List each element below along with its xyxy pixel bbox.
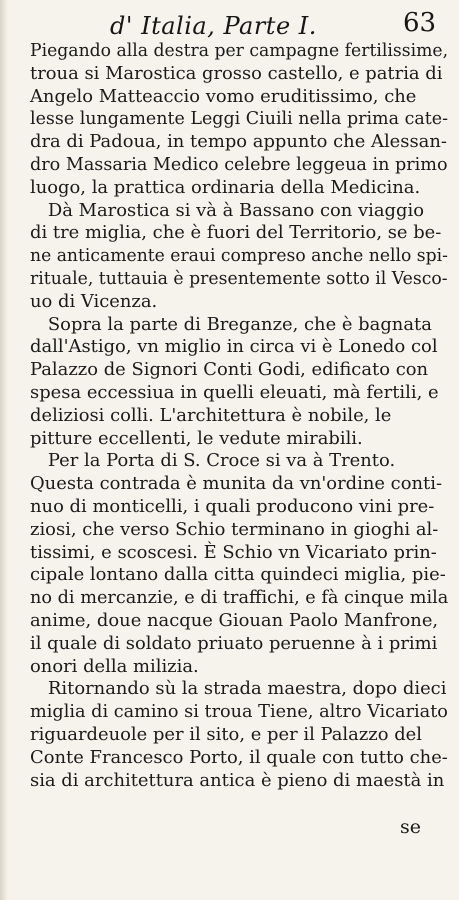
page-number: 63 (403, 8, 437, 38)
text-line: Sopra la parte di Breganze, che è bagnata (47, 313, 432, 335)
text-line: spesa eccessiua in quelli eleuati, mà fertili, e (30, 381, 439, 403)
text-line: nuo di monticelli, i quali producono vini pre- (30, 495, 435, 517)
text-line: lesse lungamente Leggi Ciuili nella prima cate- (30, 108, 448, 130)
text-line: Palazzo de Signori Conti Godi, edificato con (30, 359, 429, 381)
text-line: troua si Marostica grosso castello, e patria di (30, 62, 443, 84)
text-line: anime, doue nacque Giouan Paolo Manfrone, (30, 609, 439, 631)
running-head: d' Italia, Parte I. (110, 12, 317, 40)
text-line: Piegando alla destra per campagne fertilissime, (30, 40, 449, 61)
text-line: dro Massaria Medico celebre leggeua in primo (30, 153, 448, 175)
text-line: deliziosi colli. L'architettura è nobile, le (30, 404, 392, 426)
text-line: uo di Vicenza. (30, 290, 158, 312)
text-line: Angelo Matteaccio vomo eruditissimo, che (30, 85, 417, 107)
text-line: luogo, la prattica ordinaria della Medicina. (30, 176, 421, 198)
text-line: onori della milizia. (30, 655, 199, 677)
text-line: rituale, tuttauia è presentemente sotto il Vesco- (30, 267, 448, 289)
text-line: tissimi, e scoscesi. È Schio vn Vicariato prin- (30, 541, 437, 563)
text-line: Dà Marostica si và à Bassano con viaggio (47, 199, 424, 221)
text-line: dall'Astigo, vn miglio in circa vi è Lonedo col (30, 336, 438, 358)
text-line: Questa contrada è munita da vn'ordine conti- (30, 473, 443, 495)
text-line: cipale lontano dalla citta quindeci miglia, pie- (30, 564, 446, 586)
text-line: il quale di soldato priuato peruenne à i primi (30, 632, 438, 654)
gutter-shadow (0, 0, 8, 900)
text-line: Per la Porta di S. Croce si va à Trento. (47, 450, 396, 472)
text-line: Conte Francesco Porto, il quale con tutto che- (30, 746, 448, 768)
text-line: miglia di camino si troua Tiene, altro Vicariato (30, 701, 448, 723)
text-line: di tre miglia, che è fuori del Territorio, se be- (30, 222, 442, 244)
text-line: Ritornando sù la strada maestra, dopo dieci (47, 678, 447, 700)
text-line: pitture eccellenti, le vedute mirabili. (30, 427, 363, 449)
text-line: sia di architettura antica è pieno di maestà in (30, 769, 445, 791)
body-text (30, 40, 450, 792)
text-line: ziosi, che verso Schio terminano in gioghi al- (30, 518, 439, 540)
text-line: dra di Padoua, in tempo appunto che Alessan- (30, 131, 447, 153)
catchword: se (400, 816, 421, 838)
text-line: no di mercanzie, e di traffichi, e fà cinque mila (30, 587, 449, 609)
text-line: riguardeuole per il sito, e per il Palazzo del (30, 723, 422, 745)
text-line: ne anticamente eraui compreso anche nello spi- (30, 245, 448, 267)
